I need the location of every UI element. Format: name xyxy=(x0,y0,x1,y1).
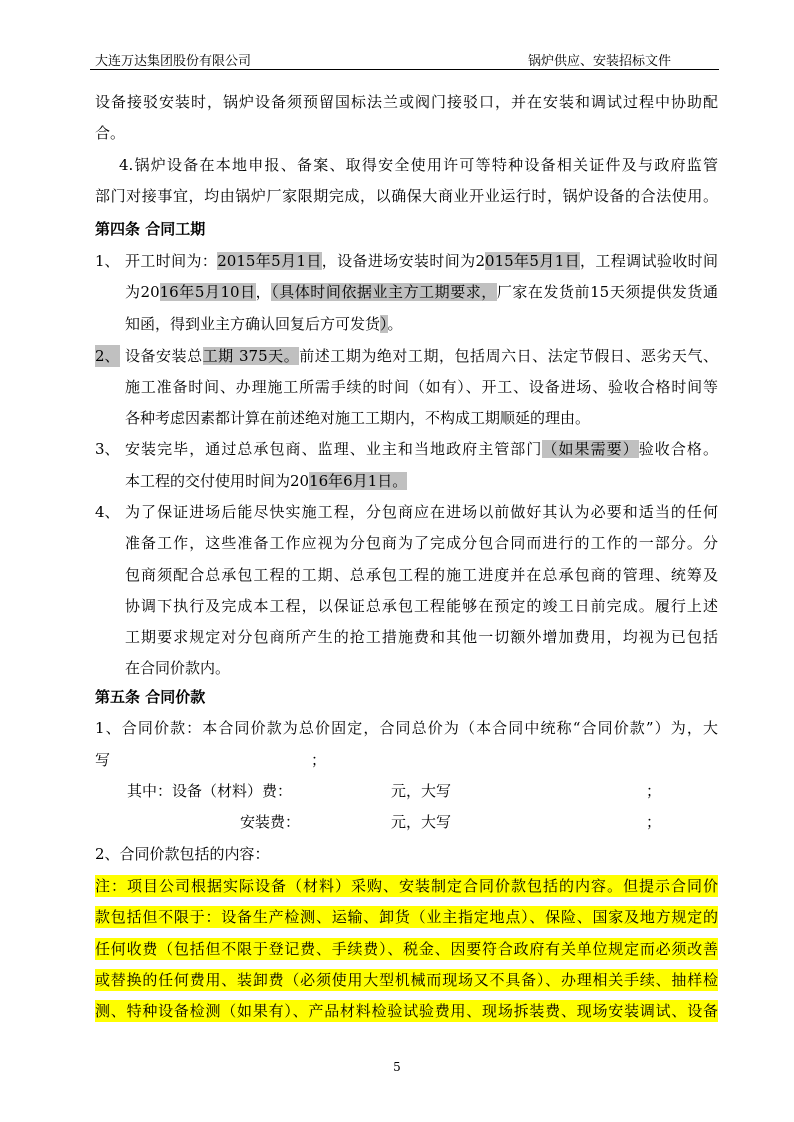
paragraph-line: 1、合同价款：本合同价款为总价固定，合同总价为（本合同中统称“合同价款”）为，大 xyxy=(95,719,718,737)
text: 安装费： xyxy=(240,813,301,831)
paragraph-line: 在合同价款内。 xyxy=(125,659,231,677)
text: 本工程的交付使用时间为20 xyxy=(125,472,310,490)
list-number: 3、 xyxy=(95,440,120,458)
list-number: 4、 xyxy=(95,503,120,521)
paragraph-line: 工期要求规定对分包商所产生的抢工措施费和其他一切额外增加费用，均视为已包括 xyxy=(125,628,718,646)
section-heading-4: 第四条 合同工期 xyxy=(95,220,206,238)
text: ； xyxy=(646,782,662,800)
text: 为20 xyxy=(125,283,160,301)
list-number: 1、 xyxy=(95,252,120,270)
text: ，设备进场安装时间为2 xyxy=(321,252,486,270)
highlighted-text: （具体时间依据业主方工期要求， xyxy=(271,283,497,301)
highlighted-text: （如果需要） xyxy=(542,440,639,458)
paragraph-line xyxy=(125,313,718,335)
text: 开工时间为： xyxy=(125,252,218,270)
text: 安装完毕，通过总承包商、监理、业主和当地政府主管部门 xyxy=(125,440,543,458)
text: ，工程调试验收时间 xyxy=(580,252,718,270)
text: 。 xyxy=(387,315,403,333)
text: 前述工期为绝对工期，包括周六日、法定节假日、恶劣天气、 xyxy=(299,347,718,365)
note-line-highlighted: 测、特种设备检测（如果有）、产品材料检验试验费用、现场拆装费、现场安装调试、设备 xyxy=(95,1002,718,1020)
list-number: 2、 xyxy=(95,347,120,365)
note-line-highlighted: 任何收费（包括但不限于登记费、手续费）、税金、因要符合政府有关单位规定而必须改善 xyxy=(95,940,718,958)
paragraph-line xyxy=(125,470,718,492)
paragraph-line: 设备接驳安装时，锅炉设备须预留国标法兰或阀门接驳口，并在安装和调试过程中协助配 xyxy=(95,93,718,111)
highlighted-date: 16年6月1日。 xyxy=(309,472,408,490)
header-divider xyxy=(90,69,719,70)
header-company: 大连万达集团股份有限公司 xyxy=(95,54,252,69)
page-number: 5 xyxy=(393,1060,401,1074)
text: 设备安装总 xyxy=(125,347,203,365)
paragraph-line xyxy=(125,281,718,303)
text: 验收合格。 xyxy=(638,440,718,458)
text: 厂家在发货前15天须提供发货通 xyxy=(496,283,718,301)
paragraph-line xyxy=(125,250,718,272)
paragraph-line: 施工准备时间、办理施工所需手续的时间（如有）、开工、设备进场、验收合格时间等 xyxy=(125,378,718,396)
paragraph-line: 包商须配合总承包工程的工期、总承包工程的施工进度并在总承包商的管理、统筹及 xyxy=(125,566,718,584)
highlighted-date: 2015年5月1日 xyxy=(217,252,322,270)
highlighted-date: 015年5月1日 xyxy=(485,252,581,270)
text: 写 xyxy=(95,751,111,769)
paragraph-line xyxy=(125,345,718,367)
section-heading-5: 第五条 合同价款 xyxy=(95,688,206,706)
paragraph-line: 准备工作，这些准备工作应视为分包商为了完成分包合同而进行的工作的一部分。分 xyxy=(125,534,718,552)
paragraph-line xyxy=(125,438,718,460)
text: ； xyxy=(646,813,662,831)
text: 知函，得到业主方确认回复后方可发货 xyxy=(125,315,381,333)
text: ； xyxy=(311,751,327,769)
paragraph-line: 各种考虑因素都计算在前述绝对施工工期内，不构成工期顺延的理由。 xyxy=(125,409,591,427)
paragraph-line: 4.锅炉设备在本地申报、备案、取得安全使用许可等特种设备相关证件及与政府监管 xyxy=(119,156,718,174)
paragraph-line: 合。 xyxy=(95,124,126,142)
paragraph-line: 为了保证进场后能尽快实施工程，分包商应在进场以前做好其认为必要和适当的任何 xyxy=(125,503,718,521)
note-line-highlighted: 注：项目公司根据实际设备（材料）采购、安装制定合同价款包括的内容。但提示合同价 xyxy=(95,877,718,895)
paragraph-line: 协调下执行及完成本工程，以保证总承包工程能够在预定的竣工日前完成。履行上述 xyxy=(125,597,718,615)
text: ， xyxy=(255,283,272,301)
text: 其中：设备（材料）费： xyxy=(127,782,293,800)
text: 元，大写 xyxy=(391,782,452,800)
paragraph-line: 部门对接事宜，均由锅炉厂家限期完成，以确保大商业开业运行时，锅炉设备的合法使用。 xyxy=(95,187,718,205)
highlighted-date: 16年5月10日 xyxy=(159,283,256,301)
paragraph-line: 2、合同价款包括的内容： xyxy=(95,845,270,863)
highlighted-text: ） xyxy=(380,315,388,333)
text: 元，大写 xyxy=(391,813,452,831)
header-document-title: 锅炉供应、安装招标文件 xyxy=(528,54,672,69)
note-line-highlighted: 款包括但不限于：设备生产检测、运输、卸货（业主指定地点）、保险、国家及地方规定的 xyxy=(95,908,718,926)
note-line-highlighted: 或替换的任何费用、装卸费（必须使用大型机械而现场又不具备）、办理相关手续、抽样检 xyxy=(95,971,718,989)
highlighted-duration: 工期 375天。 xyxy=(202,347,300,365)
